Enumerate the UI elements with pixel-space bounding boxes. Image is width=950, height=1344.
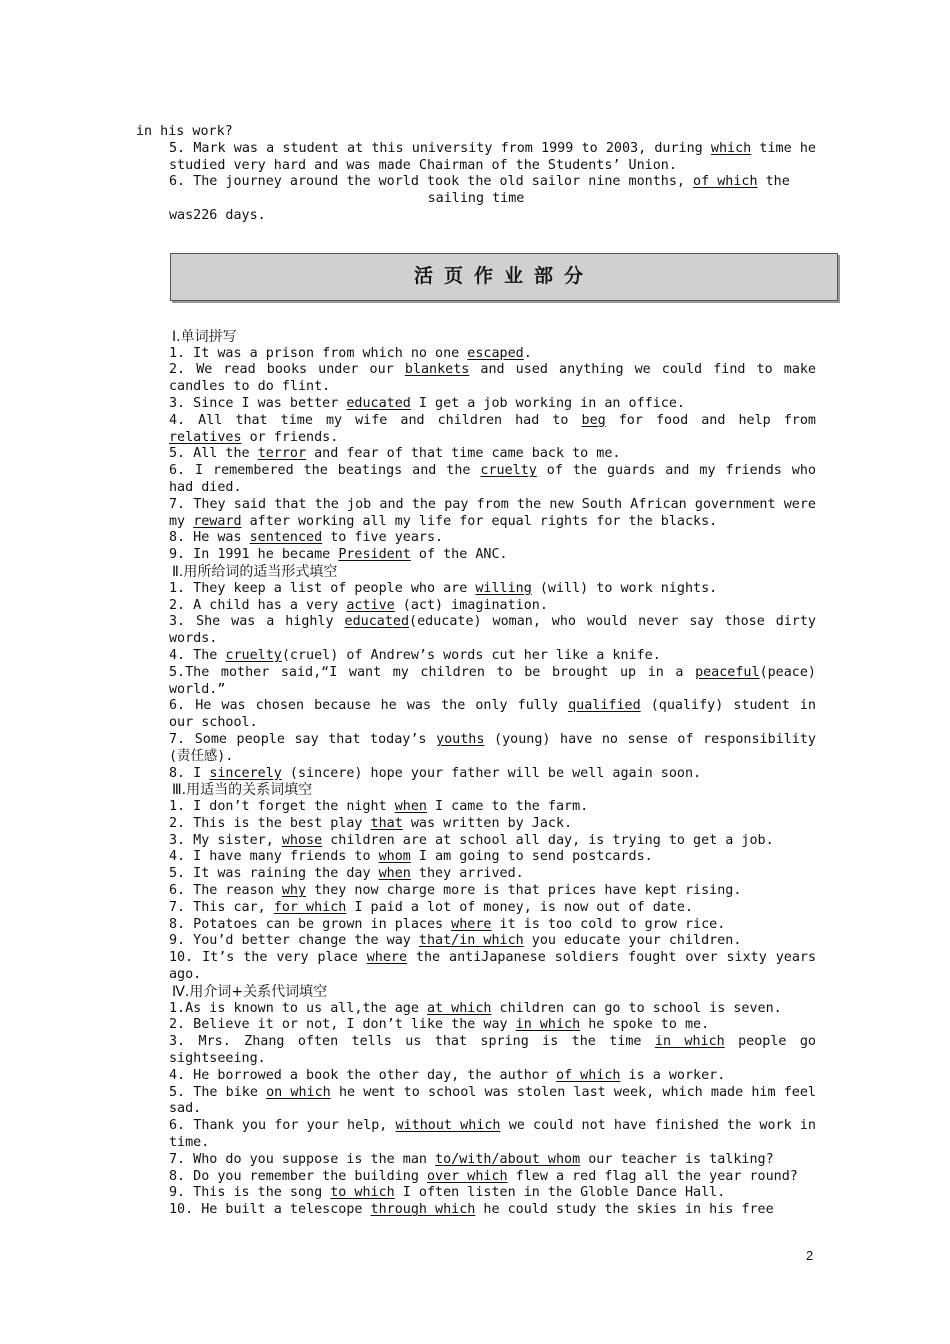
exercise-item: 4. I have many friends to whom I am going to send postcards. <box>169 849 653 865</box>
exercise-item: 6. Thank you for your help, without which we could not have finished the work in time. <box>169 1118 825 1151</box>
exercise-item: 8. He was sentenced to five years. <box>169 530 444 546</box>
exercise-item: 3. Mrs. Zhang often tells us that spring is the time in which people go sightseeing. <box>169 1034 825 1067</box>
answer-blank: willing <box>475 580 532 596</box>
answer-blank: in which <box>515 1017 581 1033</box>
answer-blank: on which <box>266 1084 331 1100</box>
answer-blank: educated <box>346 395 411 411</box>
text-line: sailing time <box>427 191 525 207</box>
answer-blank: qualified <box>568 698 641 714</box>
exercise-item: 1. They keep a list of people who are willing (will) to work nights. <box>169 580 718 596</box>
answer-blank: peaceful <box>695 664 760 680</box>
answer-blank: to which <box>330 1185 395 1201</box>
exercise-item: 9. You’d better change the way that/in which you educate your children. <box>169 933 742 949</box>
exercise-item: 5. It was raining the day when they arrived. <box>169 866 524 882</box>
answer-blank: where <box>451 916 492 932</box>
exercise-item: 5. The bike on which he went to school was stolen last week, which made him feel sad. <box>169 1084 825 1117</box>
answer-blank: in which <box>654 1034 725 1050</box>
exercise-item: 4. The cruelty(cruel) of Andrew’s words cut her like a knife. <box>169 647 661 663</box>
answer-blank: President <box>338 547 411 563</box>
section-title: Ⅲ.用适当的关系词填空 <box>172 782 313 799</box>
exercise-item: 6. I remembered the beatings and the cruelty of the guards and my friends who had died. <box>169 463 825 495</box>
answer-blank: sincerely <box>209 765 282 781</box>
exercise-item: 2. We read books under our blankets and used anything we could find to make candles to do flint. <box>169 362 825 395</box>
text-line: was226 days. <box>169 207 266 223</box>
exercise-item: 9. In 1991 he became President of the ANC. <box>169 547 508 563</box>
exercise-item: 7. This car, for which I paid a lot of money, is now out of date. <box>169 899 694 915</box>
answer-blank: beg <box>581 412 606 428</box>
exercise-item: 10. He built a telescope through which he could study the skies in his free <box>169 1202 774 1218</box>
page-number: 2 <box>806 1248 814 1263</box>
exercise-item: 6. He was chosen because he was the only fully qualified (qualify) student in our school. <box>169 698 825 731</box>
exercise-item <box>136 140 825 175</box>
answer-blank: whose <box>281 832 323 848</box>
exercise-item: 8. Do you remember the building over which flew a red flag all the year round? <box>169 1168 798 1184</box>
exercise-item: 4. He borrowed a book the other day, the author of which is a worker. <box>169 1067 726 1083</box>
answer-blank: at which <box>426 1000 492 1016</box>
exercise-item: 9. This is the song to which I often listen in the Globle Dance Hall. <box>169 1185 726 1201</box>
exercise-item: 2. This is the best play that was written by Jack. <box>169 815 573 831</box>
answer-blank: sentenced <box>249 530 323 546</box>
answer-blank: where <box>366 950 408 966</box>
section-title: Ⅳ.用介词+关系代词填空 <box>172 983 328 1000</box>
exercise-item: 3. She was a highly educated(educate) woman, who would never say those dirty words. <box>169 614 825 647</box>
section-title: Ⅱ.用所给词的适当形式填空 <box>172 563 338 580</box>
exercise-item: 5.The mother said,“I want my children to be brought up in a peaceful(peace) world.” <box>169 664 825 697</box>
exercise-item: 2. A child has a very active (act) imagination. <box>169 597 548 613</box>
exercise-item: 7. Some people say that today’s youths (young) have no sense of responsibility (责任感). <box>169 731 825 764</box>
answer-blank: for which <box>273 899 347 915</box>
exercise-item: 8. I sincerely (sincere) hope your father will be well again soon. <box>169 765 702 781</box>
item-text: time he studied very hard and was made Chairman of the Students’ Union. <box>169 140 825 173</box>
answer-blank: cruelty <box>225 647 282 663</box>
answer-blank: to/with/about whom <box>435 1151 581 1167</box>
text-line: in his work? <box>136 124 233 139</box>
item-text: 6. The journey around the world took the old sailor nine months, <box>169 174 694 190</box>
answer-blank: through which <box>370 1202 476 1218</box>
exercise-item: 7. They said that the job and the pay from the new South African government were my reward after working all my life for equal rights for the blacks. <box>169 496 825 529</box>
answer-blank: that <box>370 815 403 831</box>
exercise-item: 1. I don’t forget the night when I came to the farm. <box>169 799 589 815</box>
answer-blank: whom <box>378 849 411 865</box>
page-content <box>136 124 825 1219</box>
section-title: Ⅰ.单词拼写 <box>172 328 237 345</box>
exercise-item: 5. All the terror and fear of that time came back to me. <box>169 446 621 462</box>
answer-blank: cruelty <box>480 463 537 479</box>
answer-blank: educated <box>344 614 410 630</box>
answer-blank: terror <box>257 446 307 462</box>
exercise-item <box>136 174 816 191</box>
answer-blank: when <box>378 866 411 882</box>
answer-blank: blankets <box>404 362 470 378</box>
answer-blank: active <box>346 597 395 613</box>
banner-title: 活页作业部分 <box>413 265 594 288</box>
answer-blank: why <box>281 883 307 899</box>
section-banner <box>170 253 838 301</box>
answer-blank: of which <box>555 1067 621 1083</box>
exercise-item: 8. Potatoes can be grown in places where it is too cold to grow rice. <box>169 916 726 932</box>
exercise-item: 2. Believe it or not, I don’t like the way in which he spoke to me. <box>169 1017 710 1033</box>
exercise-item: 1. It was a prison from which no one escaped. <box>169 345 532 361</box>
answer-blank: relatives <box>169 429 242 445</box>
answer-blank: over which <box>426 1168 508 1184</box>
answer-blank: without which <box>395 1118 501 1134</box>
answer-blank: youths <box>436 731 485 747</box>
exercise-item: 4. All that time my wife and children had to beg for food and help from relatives or friends. <box>169 412 825 445</box>
answer-blank: of which <box>693 174 758 190</box>
answer-blank: which <box>710 140 752 156</box>
item-text: the <box>757 174 790 190</box>
exercise-item: 1.As is known to us all,the age at which children can go to school is seven. <box>169 1000 782 1016</box>
exercise-item: 7. Who do you suppose is the man to/with/about whom our teacher is talking? <box>169 1151 774 1167</box>
exercise-item: 10. It’s the very place where the antiJapanese soldiers fought over sixty years ago. <box>169 950 825 983</box>
item-text: 5. Mark was a student at this university from 1999 to 2003, during <box>169 140 711 156</box>
answer-blank: escaped <box>467 345 524 361</box>
exercise-item: 6. The reason why they now charge more is that prices have kept rising. <box>169 883 742 899</box>
answer-blank: reward <box>193 513 242 529</box>
exercise-item: 3. My sister, whose children are at school all day, is trying to get a job. <box>169 832 774 848</box>
answer-blank: when <box>394 799 427 815</box>
exercise-item: 3. Since I was better educated I get a job working in an office. <box>169 395 685 411</box>
answer-blank: that/in which <box>418 933 524 949</box>
